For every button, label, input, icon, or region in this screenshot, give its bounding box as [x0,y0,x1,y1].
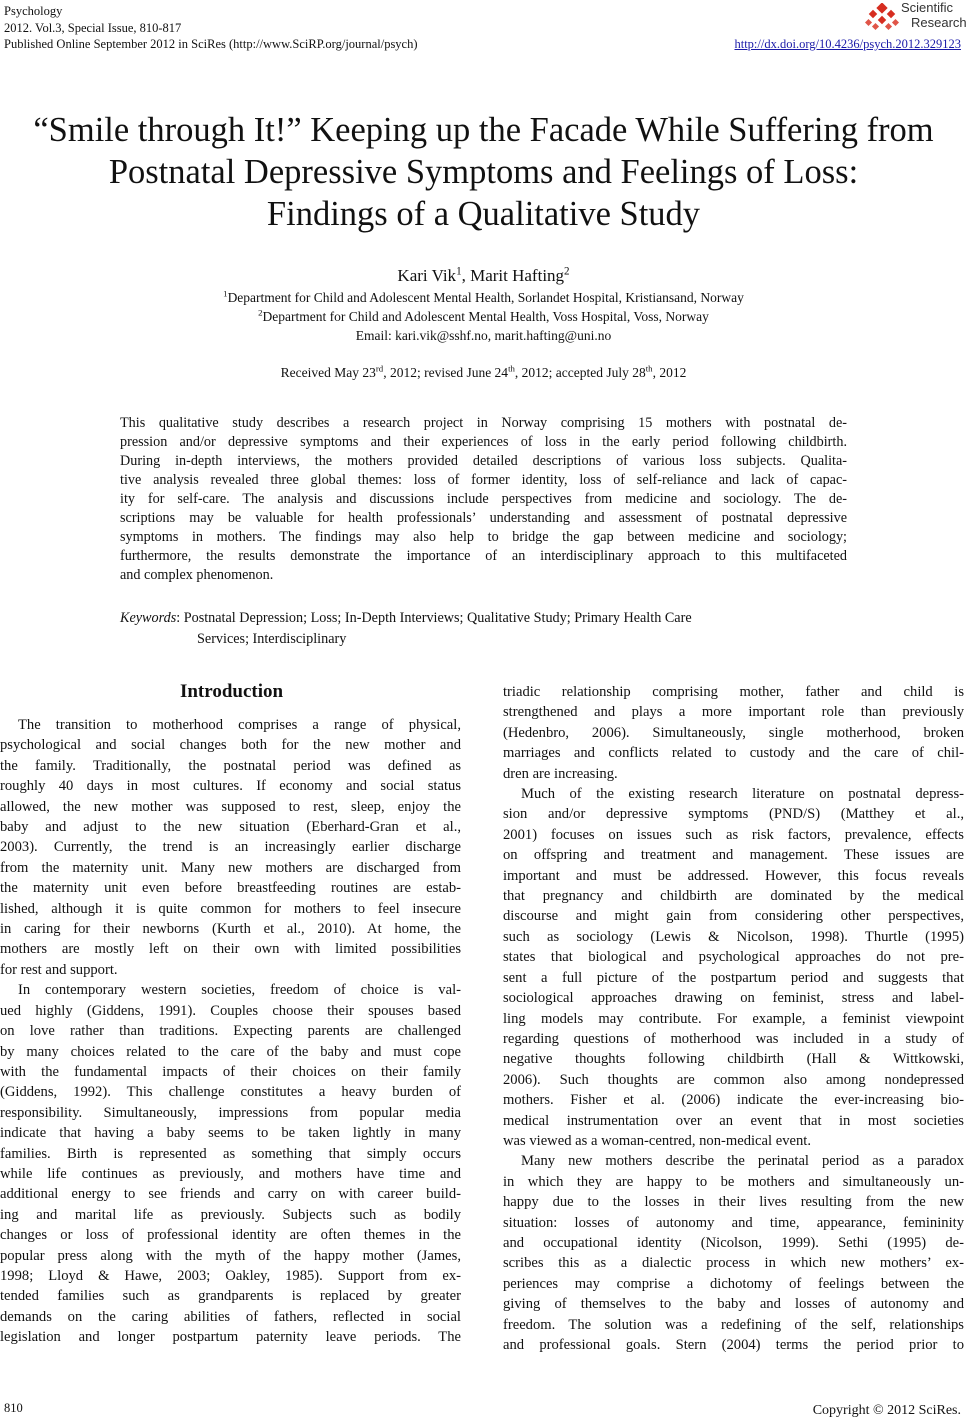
logo-wordmark: Scientific Research [901,0,967,30]
body-line: tended families such as grandparents is replaced by greater [0,1288,461,1305]
body-line: mothers. Fisher et al. (2006) indicate the ever-increasing bio- [503,1092,964,1109]
body-line: in caring for their newborns (Kurth et al., 2010). At home, the [0,921,461,938]
copyright-notice: Copyright © 2012 SciRes. [812,1403,961,1418]
body-line: from the maternity unit. Many new mothers are discharged from [0,859,461,876]
paper-title [0,109,967,235]
body-line: on offspring and treatment and management. These issues are [503,847,964,864]
body-line: allowed, the new mother was supposed to rest, sleep, enjoy the [0,798,461,815]
doi-link[interactable]: http://dx.doi.org/10.4236/psych.2012.329123 [734,37,961,51]
body-line: additional energy to see friends and carry on with career build- [0,1186,461,1203]
abstract-line: furthermore, the results demonstrate the importance of an interdisciplinary approach to this multifaceted [120,548,847,564]
body-line: states that biological and psychological approaches do not pre- [503,949,964,966]
body-line: for rest and support. [0,961,118,978]
abstract-line: symptoms in mothers. The findings may also help to bridge the gap between medicine and sociology; [120,529,847,545]
author-name: Kari Vik [397,266,457,285]
body-line: dren are increasing. [503,765,618,782]
body-line: the family. Traditionally, the postnatal period was defined as [0,757,461,774]
body-line: with the fundamental impacts of their choices on their family [0,1063,461,1080]
body-line: 2001) focuses on issues such as risk factors, prevalence, effects [503,826,964,843]
title-line: “Smile through It!” Keeping up the Facade While Suffering from [33,111,934,149]
body-line: the maternity unit even before breastfeeding routines are estab- [0,880,461,897]
abstract-line: and complex phenomenon. [120,567,274,583]
body-line: such as sociology (Lewis & Nicolson, 1998). Thurtle (1995) [503,928,964,945]
body-line: scribes this as a dialectic process in which new mothers’ ex- [503,1255,964,1272]
abstract-line: During in-depth interviews, the mothers provided detailed descriptions of various loss subjects. Qualita- [120,453,847,469]
body-line: on love rather than traditions. Expecting parents are challenged [0,1023,461,1040]
body-line: Much of the existing research literature on postnatal depress- [521,786,964,803]
body-line: legislation and longer postpartum paternity leave periods. The [0,1329,461,1346]
keywords [120,608,692,650]
body-line: In contemporary western societies, freedom of choice is val- [18,982,461,999]
body-line: roughly 40 days in most cultures. If economy and social status [0,778,461,795]
publication-info: Published Online September 2012 in SciRes (http://www.SciRP.org/journal/psych) [4,37,418,51]
publisher-logo [865,0,967,36]
body-line: negative thoughts following childbirth (Hall & Wittkowski, [503,1051,964,1068]
body-line: sociological approaches drawing on feminist, stress and label- [503,990,964,1007]
keywords-list: : Postnatal Depression; Loss; In-Depth Interviews; Qualitative Study; Primary Health Care [176,610,692,626]
received-dates: Received May 23rd, 2012; revised June 24th, 2012; accepted July 28th, 2012 [280,363,687,380]
body-line: discourse and might gain from considering other perspectives, [503,908,964,925]
body-line: lished, although it is quite common for mothers to feel insecure [0,900,461,917]
body-line: freedom. The solution was a redefining of the self, relationships [503,1316,964,1333]
title-line: Findings of a Qualitative Study [266,195,701,233]
body-line: important and must be addressed. However, this focus reveals [503,867,964,884]
body-line: ling models may contribute. For example, a feminist viewpoint [503,1010,964,1027]
author-name: Marit Hafting [470,266,565,285]
body-line: while life continues as previously, and mothers have time and [0,1165,461,1182]
body-line: 1998; Lloyd & Hawe, 2003; Oakley, 1985). Support from ex- [0,1267,461,1284]
body-line: sent a full picture of the postpartum period and suggests that [503,969,964,986]
scirp-logo-icon [865,3,899,33]
body-line: indicate that having a baby seems to be taken lightly in many [0,1125,461,1142]
body-line: that pregnancy and childbirth are dominated by the medical [503,888,964,905]
body-line: (Hedenbro, 2006). Simultaneously, single motherhood, broken [503,724,964,741]
journal-volume: 2012. Vol.3, Special Issue, 810-817 [4,20,182,35]
body-line: mothers are mostly left on their own with limited possibilities [0,941,461,958]
body-line: responsibility. Simultaneously, impressions from popular media [0,1104,461,1121]
body-line: (Giddens, 1992). This challenge constitutes a heavy burden of [0,1084,461,1101]
section-heading: Introduction [179,681,284,702]
body-line: sion and/or depressive symptoms (PND/S) (Matthey et al., [503,806,964,823]
affiliation: $^1$Department for Child and Adolescent Mental Health, Sorlandet Hospital, Kristiansand, Norway [223,288,744,305]
body-line: popular press along with the myth of the happy mother (James, [0,1247,461,1264]
body-line: The transition to motherhood comprises a range of physical, [18,717,461,733]
abstract-line: pression and/or depressive symptoms and their experiences of loss in the early period following childbirth. [120,434,847,450]
body-line: marriages and conflicts related to custody and the care of chil- [503,745,964,762]
body-line: regarding questions of motherhood was included in a study of [503,1030,964,1047]
body-line: demands on the caring abilities of fathers, reflected in social [0,1308,461,1325]
body-line: 2003). Currently, the trend is an increasingly earlier discharge [0,839,461,856]
body-line: ued highly (Giddens, 1991). Couples choose their spouses based [0,1002,461,1019]
body-line: by many choices related to the care of the baby and must cope [0,1043,461,1060]
body-column-right [503,682,964,1355]
abstract [120,414,847,585]
abstract-line: This qualitative study describes a research project in Norway comprising 15 mothers with postnatal de- [120,415,847,431]
body-line: 2006). Such thoughts are common also among nondepressed [503,1071,964,1088]
body-line: baby and adjust to the new situation (Eberhard-Gran et al., [0,819,461,836]
body-line: strengthened and plays a more important role than previously [503,704,964,721]
journal-name: Psychology [4,4,63,18]
body-line: happy due to the losses in their lives resulting from the new [503,1194,964,1211]
body-line: Many new mothers describe the perinatal period as a paradox [521,1153,964,1170]
keywords-label: Keywords [120,610,177,626]
body-line: and occupational identity (Nicolson, 1999). Sethi (1995) de- [503,1234,964,1251]
body-line: medical instrumentation over an event that in most societies [503,1112,964,1129]
abstract-line: tive analysis revealed three global themes: loss of former identity, loss of self-reliance and lack of capac- [120,472,847,488]
body-line: triadic relationship comprising mother, father and child is [503,684,964,700]
affiliation: $^2$Department for Child and Adolescent Mental Health, Voss Hospital, Voss, Norway [258,307,709,324]
page-number: 810 [4,1401,23,1415]
title-line: Postnatal Depressive Symptoms and Feelings of Loss: [108,153,859,191]
body-line: situation: losses of autonomy and time, appearance, femininity [503,1214,964,1231]
journal-header [4,3,418,53]
body-line: ing and marital life as previously. Subjects such as bodily [0,1206,461,1223]
body-line: periences may comprise a dichotomy of feelings between the [503,1275,964,1292]
author-email: Email: kari.vik@sshf.no, marit.hafting@uni.no [355,328,612,343]
body-column-left [0,715,461,1348]
body-line: was viewed as a woman-centred, non-medical event. [503,1132,811,1149]
body-line: in which they are happy to be mothers and simultaneously un- [503,1173,964,1190]
body-line: giving of themselves to the baby and losses of autonomy and [503,1296,964,1313]
abstract-line: ity for self-care. The analysis and discussions include perspectives from medicine and sociology. The de- [120,491,847,507]
body-line: families. Birth is represented as something that simply occurs [0,1145,461,1162]
body-line: and professional goals. Stern (2004) terms the period prior to [503,1337,964,1353]
body-line: changes or loss of professional identity are often themes in the [0,1227,461,1244]
abstract-line: scriptions may be valuable for health professionals’ understanding and assessment of postnatal depressive [120,510,847,526]
body-line: psychological and social changes both for the new mother and [0,737,461,754]
keywords-list: Services; Interdisciplinary [197,631,347,647]
author-list: Kari Vik$^1$, Marit Hafting$^2$ [397,265,570,285]
